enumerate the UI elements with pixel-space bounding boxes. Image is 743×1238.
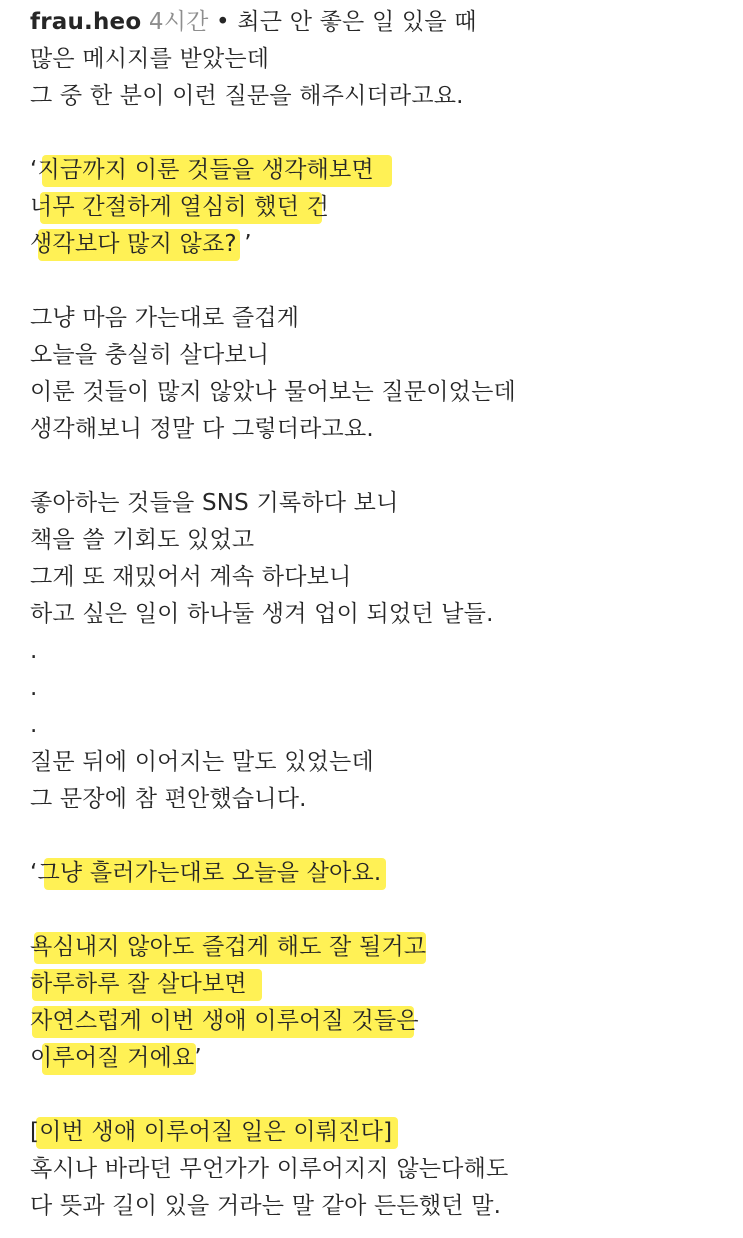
caption-line-highlighted: 자연스럽게 이번 생애 이루어질 것들은: [30, 1003, 723, 1040]
caption-dot-line: .: [30, 712, 38, 738]
caption-line: 생각해보니 정말 다 그렇더라고요.: [30, 416, 374, 442]
meta-separator: •: [208, 9, 238, 35]
caption-line-highlighted: [이번 생애 이루어질 일은 이뤄진다]: [30, 1114, 723, 1151]
username-link[interactable]: frau.heo: [30, 9, 142, 35]
caption-blank-line: [30, 818, 723, 855]
caption-blank-line: [30, 1077, 723, 1114]
caption-line: 다 뜻과 길이 있을 거라는 말 같아 든든했던 말.: [30, 1193, 502, 1219]
caption-line-highlighted: ‘지금까지 이룬 것들을 생각해보면: [30, 152, 723, 189]
post-caption: [30, 4, 723, 1225]
caption-line: 좋아하는 것들을 SNS 기록하다 보니: [30, 490, 399, 516]
caption-line: 많은 메시지를 받았는데: [30, 46, 270, 72]
caption-dot-line: .: [30, 638, 38, 664]
caption-line: 그냥 마음 가는대로 즐겁게: [30, 305, 300, 331]
caption-blank-line: [30, 115, 723, 152]
caption-line-highlighted: 생각보다 많지 않죠? ’: [30, 226, 723, 263]
caption-line: 책을 쓸 기회도 있었고: [30, 527, 255, 553]
caption-line: 오늘을 충실히 살다보니: [30, 342, 270, 368]
caption-line: 그 문장에 참 편안했습니다.: [30, 786, 307, 812]
caption-blank-line: [30, 263, 723, 300]
caption-line-highlighted: 욕심내지 않아도 즐겁게 해도 잘 될거고: [30, 929, 723, 966]
caption-header-line: [30, 4, 723, 41]
caption-blank-line: [30, 892, 723, 929]
post-time: [141, 9, 208, 35]
caption-line: 이룬 것들이 많지 않았나 물어보는 질문이었는데: [30, 379, 516, 405]
caption-line: 그게 또 재밌어서 계속 하다보니: [30, 564, 352, 590]
caption-blank-line: [30, 448, 723, 485]
post-time-value: 4시간: [148, 9, 209, 35]
caption-line-highlighted: 너무 간절하게 열심히 했던 건: [30, 189, 723, 226]
caption-line-highlighted: ‘그냥 흘러가는대로 오늘을 살아요.: [30, 855, 723, 892]
caption-dot-line: .: [30, 675, 38, 701]
caption-line: 그 중 한 분이 이런 질문을 해주시더라고요.: [30, 83, 464, 109]
caption-line-highlighted: 이루어질 거에요’: [30, 1040, 723, 1077]
caption-line: 혹시나 바라던 무언가가 이루어지지 않는다해도: [30, 1156, 509, 1182]
caption-line: 질문 뒤에 이어지는 말도 있었는데: [30, 749, 374, 775]
caption-first-line: 최근 안 좋은 일 있을 때: [237, 9, 477, 35]
caption-line: 하고 싶은 일이 하나둘 생겨 업이 되었던 날들.: [30, 601, 494, 627]
caption-line-highlighted: 하루하루 잘 살다보면: [30, 966, 723, 1003]
